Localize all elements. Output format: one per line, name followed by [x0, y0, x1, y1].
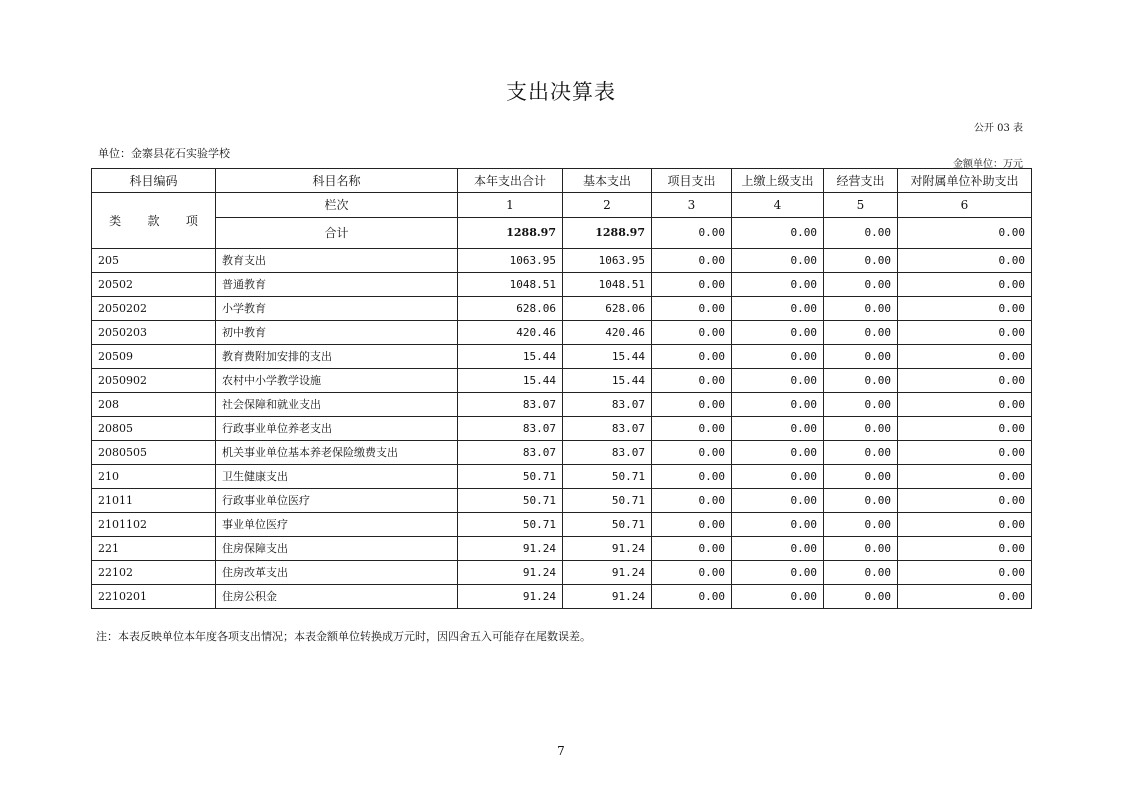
- header-code: 科目编码: [92, 169, 216, 193]
- row-value-1: 83.07: [458, 393, 563, 417]
- row-code: 2050202: [92, 297, 216, 321]
- row-value-5: 0.00: [824, 465, 898, 489]
- row-value-6: 0.00: [898, 417, 1032, 441]
- total-value-6: 0.00: [898, 218, 1032, 249]
- row-value-6: 0.00: [898, 537, 1032, 561]
- table-row: [92, 393, 1032, 417]
- row-value-6: 0.00: [898, 321, 1032, 345]
- row-value-6: 0.00: [898, 297, 1032, 321]
- row-value-4: 0.00: [732, 465, 824, 489]
- header-col3: 项目支出: [652, 169, 732, 193]
- row-value-6: 0.00: [898, 561, 1032, 585]
- row-value-6: 0.00: [898, 441, 1032, 465]
- row-value-2: 83.07: [563, 393, 652, 417]
- row-value-5: 0.00: [824, 561, 898, 585]
- lei-label: 类: [109, 213, 122, 228]
- row-value-2: 1063.95: [563, 249, 652, 273]
- row-value-6: 0.00: [898, 489, 1032, 513]
- row-name: 住房公积金: [216, 585, 458, 609]
- page-number: 7: [557, 744, 565, 758]
- total-label: 合计: [216, 218, 458, 249]
- row-code: 2210201: [92, 585, 216, 609]
- xiang-label: 项: [185, 213, 198, 228]
- row-code: 20805: [92, 417, 216, 441]
- total-value-4: 0.00: [732, 218, 824, 249]
- row-name: 小学教育: [216, 297, 458, 321]
- header-col1: 本年支出合计: [458, 169, 563, 193]
- col-number-2: 2: [563, 193, 652, 218]
- header-col6: 对附属单位补助支出: [898, 169, 1032, 193]
- table-row: [92, 321, 1032, 345]
- row-value-3: 0.00: [652, 297, 732, 321]
- row-value-6: 0.00: [898, 345, 1032, 369]
- total-value-1: 1288.97: [458, 218, 563, 249]
- table-row: [92, 369, 1032, 393]
- row-code: 208: [92, 393, 216, 417]
- row-value-3: 0.00: [652, 345, 732, 369]
- row-code: 2050203: [92, 321, 216, 345]
- row-name: 教育费附加安排的支出: [216, 345, 458, 369]
- row-value-6: 0.00: [898, 273, 1032, 297]
- table-row: [92, 249, 1032, 273]
- row-value-2: 83.07: [563, 441, 652, 465]
- row-value-4: 0.00: [732, 561, 824, 585]
- row-value-5: 0.00: [824, 417, 898, 441]
- row-value-5: 0.00: [824, 369, 898, 393]
- row-value-3: 0.00: [652, 561, 732, 585]
- total-value-2: 1288.97: [563, 218, 652, 249]
- row-value-5: 0.00: [824, 585, 898, 609]
- table-row: [92, 537, 1032, 561]
- row-value-3: 0.00: [652, 465, 732, 489]
- row-value-3: 0.00: [652, 249, 732, 273]
- total-value-5: 0.00: [824, 218, 898, 249]
- row-value-2: 15.44: [563, 369, 652, 393]
- row-value-4: 0.00: [732, 369, 824, 393]
- row-value-1: 50.71: [458, 513, 563, 537]
- row-value-6: 0.00: [898, 393, 1032, 417]
- row-name: 行政事业单位医疗: [216, 489, 458, 513]
- row-value-5: 0.00: [824, 537, 898, 561]
- row-value-6: 0.00: [898, 513, 1032, 537]
- row-value-2: 628.06: [563, 297, 652, 321]
- footnote: 注：本表反映单位本年度各项支出情况；本表金额单位转换成万元时，因四舍五入可能存在尾数误差。: [96, 630, 591, 643]
- row-value-6: 0.00: [898, 369, 1032, 393]
- row-code: 20502: [92, 273, 216, 297]
- total-value-3: 0.00: [652, 218, 732, 249]
- row-value-5: 0.00: [824, 273, 898, 297]
- row-value-1: 1063.95: [458, 249, 563, 273]
- row-value-2: 420.46: [563, 321, 652, 345]
- col-number-3: 3: [652, 193, 732, 218]
- table-row: [92, 417, 1032, 441]
- header-col2: 基本支出: [563, 169, 652, 193]
- row-value-2: 50.71: [563, 489, 652, 513]
- col-number-6: 6: [898, 193, 1032, 218]
- row-value-6: 0.00: [898, 585, 1032, 609]
- row-value-2: 15.44: [563, 345, 652, 369]
- row-name: 教育支出: [216, 249, 458, 273]
- row-value-4: 0.00: [732, 513, 824, 537]
- row-value-3: 0.00: [652, 273, 732, 297]
- row-value-1: 50.71: [458, 489, 563, 513]
- row-value-1: 50.71: [458, 465, 563, 489]
- row-value-3: 0.00: [652, 585, 732, 609]
- row-value-3: 0.00: [652, 441, 732, 465]
- table-row: [92, 513, 1032, 537]
- row-name: 普通教育: [216, 273, 458, 297]
- row-value-1: 1048.51: [458, 273, 563, 297]
- row-value-5: 0.00: [824, 513, 898, 537]
- row-name: 农村中小学教学设施: [216, 369, 458, 393]
- row-value-2: 50.71: [563, 465, 652, 489]
- table-row: [92, 297, 1032, 321]
- unit-label: 单位：金寨县花石实验学校: [98, 147, 230, 160]
- row-name: 初中教育: [216, 321, 458, 345]
- row-value-2: 91.24: [563, 585, 652, 609]
- row-value-1: 15.44: [458, 345, 563, 369]
- row-code: 20509: [92, 345, 216, 369]
- row-code: 210: [92, 465, 216, 489]
- amount-unit-label: 金额单位：万元: [953, 159, 1023, 170]
- row-value-5: 0.00: [824, 441, 898, 465]
- row-value-3: 0.00: [652, 393, 732, 417]
- row-value-1: 91.24: [458, 585, 563, 609]
- expenditure-table: [91, 168, 1032, 609]
- table-row: [92, 561, 1032, 585]
- table-row: [92, 441, 1032, 465]
- total-row: [92, 218, 1032, 249]
- row-value-1: 15.44: [458, 369, 563, 393]
- row-value-4: 0.00: [732, 441, 824, 465]
- row-value-3: 0.00: [652, 369, 732, 393]
- row-name: 社会保障和就业支出: [216, 393, 458, 417]
- col-number-4: 4: [732, 193, 824, 218]
- row-value-6: 0.00: [898, 249, 1032, 273]
- row-value-1: 420.46: [458, 321, 563, 345]
- table-row: [92, 345, 1032, 369]
- row-value-4: 0.00: [732, 273, 824, 297]
- table-row: [92, 489, 1032, 513]
- row-code: 22102: [92, 561, 216, 585]
- header-row: [92, 169, 1032, 193]
- header-col4: 上缴上级支出: [732, 169, 824, 193]
- header-col5: 经营支出: [824, 169, 898, 193]
- table-row: [92, 273, 1032, 297]
- row-value-3: 0.00: [652, 321, 732, 345]
- column-number-row: [92, 193, 1032, 218]
- row-code: 2101102: [92, 513, 216, 537]
- row-value-2: 91.24: [563, 537, 652, 561]
- row-value-2: 1048.51: [563, 273, 652, 297]
- page-title: 支出决算表: [506, 80, 616, 104]
- row-value-5: 0.00: [824, 249, 898, 273]
- row-name: 卫生健康支出: [216, 465, 458, 489]
- row-value-4: 0.00: [732, 417, 824, 441]
- row-name: 机关事业单位基本养老保险缴费支出: [216, 441, 458, 465]
- row-value-5: 0.00: [824, 393, 898, 417]
- row-value-5: 0.00: [824, 489, 898, 513]
- form-number: 公开 03 表: [973, 123, 1023, 134]
- row-value-4: 0.00: [732, 537, 824, 561]
- row-value-3: 0.00: [652, 513, 732, 537]
- row-value-2: 83.07: [563, 417, 652, 441]
- row-value-4: 0.00: [732, 393, 824, 417]
- row-value-5: 0.00: [824, 297, 898, 321]
- row-code: 21011: [92, 489, 216, 513]
- row-value-4: 0.00: [732, 585, 824, 609]
- row-value-1: 83.07: [458, 441, 563, 465]
- row-code: 2080505: [92, 441, 216, 465]
- row-value-4: 0.00: [732, 297, 824, 321]
- header-name: 科目名称: [216, 169, 458, 193]
- table-row: [92, 585, 1032, 609]
- row-value-3: 0.00: [652, 489, 732, 513]
- kuan-label: 款: [147, 213, 160, 228]
- row-value-1: 91.24: [458, 537, 563, 561]
- row-value-1: 83.07: [458, 417, 563, 441]
- col-number-1: 1: [458, 193, 563, 218]
- row-value-4: 0.00: [732, 345, 824, 369]
- lanci-label: 栏次: [216, 193, 458, 218]
- row-name: 事业单位医疗: [216, 513, 458, 537]
- code-subheader: [92, 193, 216, 249]
- row-value-1: 628.06: [458, 297, 563, 321]
- row-value-5: 0.00: [824, 321, 898, 345]
- table-row: [92, 465, 1032, 489]
- row-value-3: 0.00: [652, 537, 732, 561]
- row-value-2: 50.71: [563, 513, 652, 537]
- col-number-5: 5: [824, 193, 898, 218]
- row-value-1: 91.24: [458, 561, 563, 585]
- row-value-4: 0.00: [732, 249, 824, 273]
- row-code: 205: [92, 249, 216, 273]
- row-value-2: 91.24: [563, 561, 652, 585]
- row-code: 221: [92, 537, 216, 561]
- row-value-3: 0.00: [652, 417, 732, 441]
- row-value-4: 0.00: [732, 489, 824, 513]
- row-value-4: 0.00: [732, 321, 824, 345]
- row-name: 行政事业单位养老支出: [216, 417, 458, 441]
- row-name: 住房改革支出: [216, 561, 458, 585]
- row-code: 2050902: [92, 369, 216, 393]
- row-value-6: 0.00: [898, 465, 1032, 489]
- row-value-5: 0.00: [824, 345, 898, 369]
- row-name: 住房保障支出: [216, 537, 458, 561]
